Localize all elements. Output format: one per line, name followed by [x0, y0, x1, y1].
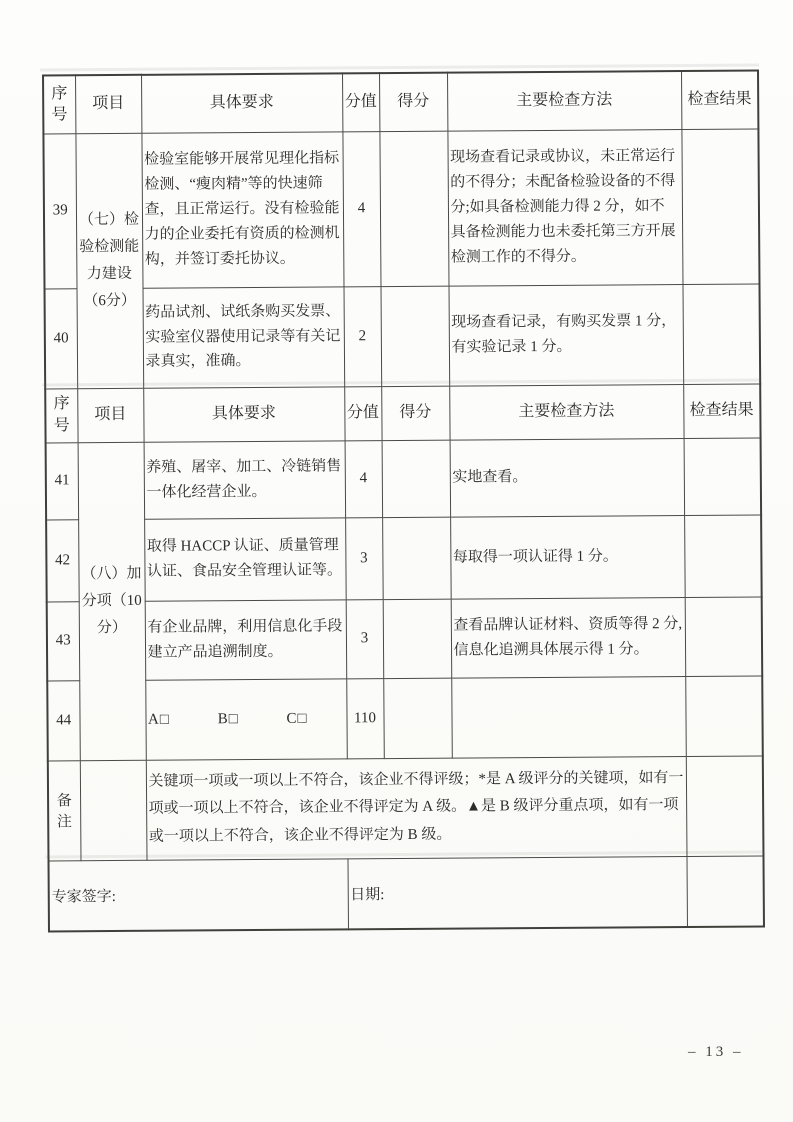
row-41-result [684, 437, 762, 515]
expert-signature-label: 专家签字: [49, 858, 348, 931]
note-row [48, 755, 764, 860]
table-row-42 [46, 514, 762, 601]
row-42-score-obtained [382, 517, 451, 599]
row-42-result [684, 514, 762, 597]
rating-checkbox-c: C□ [286, 710, 308, 727]
row-43-score: 3 [346, 599, 384, 678]
col-header-seq: 序号 [43, 75, 75, 133]
col-header-method: 主要检查方法 [447, 71, 681, 131]
row-41-requirement: 养殖、屠宰、加工、冷链销售一体化经营企业。 [144, 440, 346, 518]
row-39-requirement: 检验室能够开展常见理化指标检测、“瘦肉精”等的快速筛查，且正常运行。没有检验能力的企业委托有资质的检测机构，并签订委托协议。 [141, 131, 343, 287]
row-44-result [685, 675, 763, 756]
note-empty-item-cell [80, 760, 147, 860]
row-44-method [451, 676, 686, 758]
table-row-40 [45, 284, 761, 389]
row-44-rating-options [145, 678, 347, 759]
col-header-result: 检查结果 [681, 71, 758, 130]
row-39-score: 4 [342, 131, 380, 286]
group-8-item-cell: （八）加分项（10分） [78, 442, 146, 760]
row-40-score-obtained [380, 286, 449, 386]
col-header-item: 项目 [77, 388, 143, 442]
rating-checkbox-b: B□ [217, 710, 239, 727]
row-40-requirement: 药品试剂、试纸条购买发票、实验室仪器使用记录等有关记录真实，准确。 [143, 286, 345, 387]
row-41-score: 4 [345, 440, 383, 517]
row-41-number: 41 [46, 442, 79, 519]
col-header-score: 分值 [344, 386, 381, 440]
scanned-table-sheet [42, 70, 763, 933]
table-row-41 [46, 437, 762, 519]
row-44-number: 44 [47, 680, 80, 760]
row-40-method: 现场查看记录，有购买发票 1 分，有实验记录 1 分。 [448, 284, 683, 386]
row-42-score: 3 [345, 517, 383, 599]
row-43-score-obtained [383, 599, 452, 678]
row-39-number: 39 [43, 133, 76, 288]
note-label-cell: 备注 [48, 760, 81, 860]
note-result-cell [686, 755, 764, 856]
col-header-score-obtained: 得分 [379, 73, 447, 131]
table-row-44 [47, 675, 763, 760]
col-header-score: 分值 [342, 73, 379, 131]
col-header-seq: 序号 [45, 388, 77, 442]
row-44-score-obtained [383, 678, 452, 758]
signature-result-cell [686, 855, 763, 927]
assessment-table [42, 70, 765, 933]
signature-row [49, 855, 764, 931]
row-40-number: 40 [45, 288, 78, 388]
row-43-requirement: 有企业品牌，利用信息化手段建立产品追溯制度。 [145, 599, 347, 679]
group-7-item-cell: （七）检验检测能力建设（6分） [75, 133, 143, 388]
row-42-requirement: 取得 HACCP 认证、质量管理认证、食品安全管理认证等。 [144, 517, 346, 600]
page-number: – 13 – [688, 1044, 744, 1060]
row-41-score-obtained [382, 440, 451, 517]
row-41-method: 实地查看。 [450, 438, 685, 517]
col-header-score-obtained: 得分 [381, 386, 449, 440]
col-header-item: 项目 [75, 75, 141, 133]
col-header-requirement: 具体要求 [141, 73, 342, 132]
row-39-score-obtained [379, 131, 448, 286]
row-39-result [681, 129, 759, 285]
date-label: 日期: [347, 856, 686, 929]
col-header-requirement: 具体要求 [143, 386, 344, 441]
row-42-method: 每取得一项认证得 1 分。 [450, 515, 685, 599]
row-44-score: 110 [346, 678, 384, 758]
table-header-row-1 [43, 71, 758, 134]
table-row-43 [47, 596, 763, 680]
row-40-result [682, 284, 760, 385]
rating-checkbox-a: A□ [147, 711, 170, 728]
row-42-number: 42 [46, 519, 79, 601]
row-43-result [685, 596, 763, 676]
row-39-method: 现场查看记录或协议，未正常运行的不得分；未配备检验设备的不得分;如具备检测能力得 2 分，如不具备检测能力也未委托第三方开展检测工作的不得分。 [447, 129, 682, 286]
row-43-method: 查看品牌认证材料、资质等得 2 分,信息化追溯具体展示得 1 分。 [451, 597, 686, 678]
col-header-result: 检查结果 [683, 384, 760, 439]
note-text-cell: 关键项一项或一项以上不符合，该企业不得评级；*是 A 级评分的关键项，如有一项或一项以上不符合，该企业不得评定为 A 级。▲是 B 级评分重点项，如有一项或一项以上不符合，该企业不得评定为 B 级。 [146, 756, 687, 860]
table-header-row-2 [45, 384, 760, 443]
row-40-score: 2 [344, 286, 382, 386]
col-header-method: 主要检查方法 [449, 384, 683, 440]
row-43-number: 43 [47, 601, 80, 680]
table-row-39 [43, 129, 759, 289]
